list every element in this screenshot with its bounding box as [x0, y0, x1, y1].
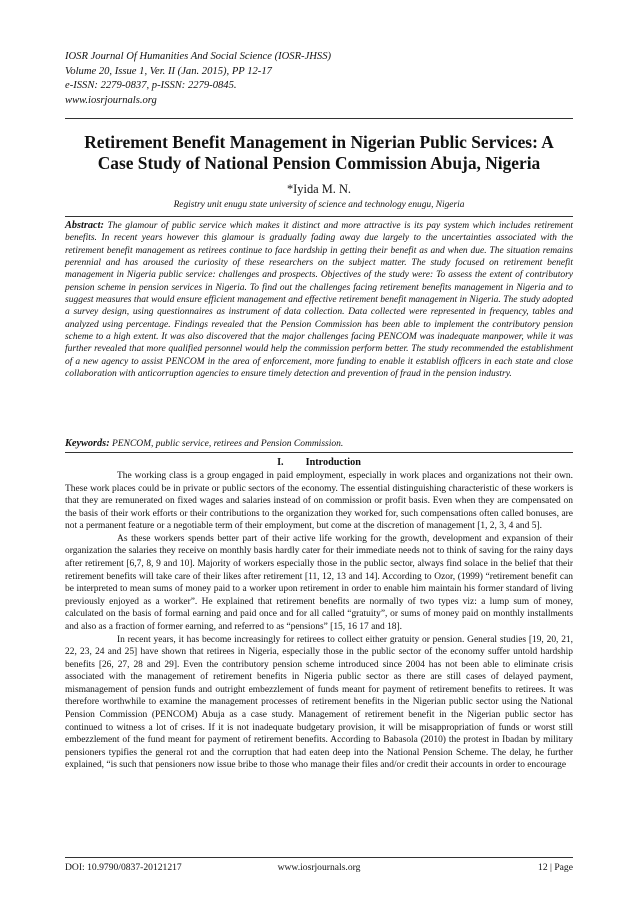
section-number: I. — [277, 457, 284, 468]
paragraph-3: In recent years, it has become increasingly for retirees to collect either gratuity or pension. General studies [19, 20, 21, 22, 23, 24 and 25] have shown that retirees in Nigeria, especially those in the public sector of the economy suffer untold hardship benefits [26, 27, 28 and 29]. Even the contributory pension scheme introduced since 2004 has not been able to eliminate crisis associated with the management of retirement benefits in Nigeria public sector as there are still cases of delayed payment, mismanagement of pension funds and outright embezzlement of funds meant for payment of retirement benefits to retirees. It was therefore worthwhile to examine the management processes of retirement benefits in the Nigerian public sector using the National Pension Commission (PENCOM) Abuja as a case study. Management of retirement benefit in the Nigerian public sector has continued to witness a lot of crises. If it is not inadequate budgetary provision, it will be misappropriation of funds or worst still embezzlement of the fund meant for payment of retirement benefits. According to Babasola (2010) the protest in Ibadan by military pensioners typifies the general rot and the corruption that had eaten deep into the National Pension Scheme. The delay, he further explained, “is such that pensioners now issue bribe to those who manage their files and/or credit their accounts in order to encourage — [65, 634, 573, 771]
footer-website: www.iosrjournals.org — [277, 862, 361, 873]
footer-rule — [65, 857, 573, 858]
keywords-label: Keywords: — [65, 438, 110, 449]
abstract-bottom-rule — [65, 452, 573, 453]
section-title: Introduction — [305, 457, 361, 468]
paragraph-2: As these workers spends better part of their active life working for the growth, development and expansion of their organization the salaries they receive on monthly basis hardly cater for their immediate needs not to think of saving for the rainy days after retirement [6,7, 8, 9 and 10]. Majority of workers especially those in the public sector, always find solace in the belief that their retirement benefits will take care of their likes after retirement [11, 12, 13 and 14]. According to Ozor, (1999) “retirement benefit can be interpreted to mean sums of money paid to a worker upon retirement in order to enable him maintain his former standard of living previously enjoyed as a worker”. He explained that retirement benefits are normally of two types viz: a lump sum of money, calculated on the basis of formal earning and paid once and for all called “gratuity”, or sums of money paid on monthly installments and also as a fraction of former earning, and referred to as “pensions” [15, 16 17 and 18]. — [65, 533, 573, 632]
footer-page-number: 12 | Page — [538, 862, 573, 873]
author-name: *Iyida M. N. — [286, 182, 351, 196]
keywords — [65, 438, 573, 450]
journal-header — [65, 50, 585, 108]
paper-title — [65, 132, 573, 174]
author-affiliation: Registry unit enugu state university of science and technology enugu, Nigeria — [173, 200, 465, 210]
paper-title-line-2: Case Study of National Pension Commission Abuja, Nigeria — [97, 152, 541, 173]
journal-issn: e-ISSN: 2279-0837, p-ISSN: 2279-0845. — [65, 80, 237, 92]
header-rule — [65, 118, 573, 119]
footer-doi: DOI: 10.9790/0837-20121217 — [65, 862, 182, 873]
journal-website: www.iosrjournals.org — [65, 94, 157, 106]
section-heading — [65, 456, 573, 469]
body-text — [65, 470, 573, 772]
paper-title-line-1: Retirement Benefit Management in Nigerian Public Services: A — [84, 132, 554, 152]
abstract-top-rule — [65, 216, 573, 217]
keywords-text: PENCOM, public service, retirees and Pension Commission. — [112, 439, 344, 449]
abstract — [65, 220, 573, 380]
paragraph-1: The working class is a group engaged in paid employment, especially in work places and organizations not their own. These work places could be in private or public sectors of the economy. The essential distinguishing characteristic of these workers is that they are remunerated on fixed wages and salaries instead of on commission or profit basis. Even when they are compensated on the basis of their work efforts or their contributions to the organization they worked for, such compensations often called bonuses, are not a permanent feature or a negotiable term of their employment, but come at the discretion of management [1, 2, 3, 4 and 5]. — [65, 471, 573, 532]
abstract-text: The glamour of public service which makes it distinct and more attractive is its pay system which includes retirement benefits. In recent years however this glamour is gradually fading away due largely to the uncertainties associated with the retirement benefit management as retirees continue to face hardship in getting their benefit as and when due. The situation remains perennial and has aroused the curiosity of these researchers on the subject matter. The study focused on retirement benefit management in Nigeria public service: challenges and prospects. Objectives of the study were: To assess the extent of contributory pension scheme in pension services in Nigeria. To find out the challenges facing retirement benefits management in Nigeria and to suggest measures that would ensure efficient management and effective retirement benefit management in Nigeria. The study adopted a survey design, using questionnaires as instrument of data collection. Data collected were represented in frequency, tables and analyzed using percentage. Findings revealed that the Pension Commission has been able to implement the contributory pension scheme to a high extent. It was also discovered that the major challenges facing PENCOM was inadequate manpower, while it was further revealed that more qualified personnel would help the commission perform better. The study recommended the establishment of a new agency to assist PENCOM in the area of enforcement, more funding to enable it establish officers in each state and close collaboration with anticorruption agencies to ensure timely detection and prevention of fraud in the pension industry. — [65, 221, 573, 380]
abstract-label: Abstract: — [65, 220, 104, 231]
journal-name: IOSR Journal Of Humanities And Social Science (IOSR-JHSS) — [65, 51, 332, 62]
journal-volume: Volume 20, Issue 1, Ver. II (Jan. 2015), PP 12-17 — [65, 65, 272, 77]
